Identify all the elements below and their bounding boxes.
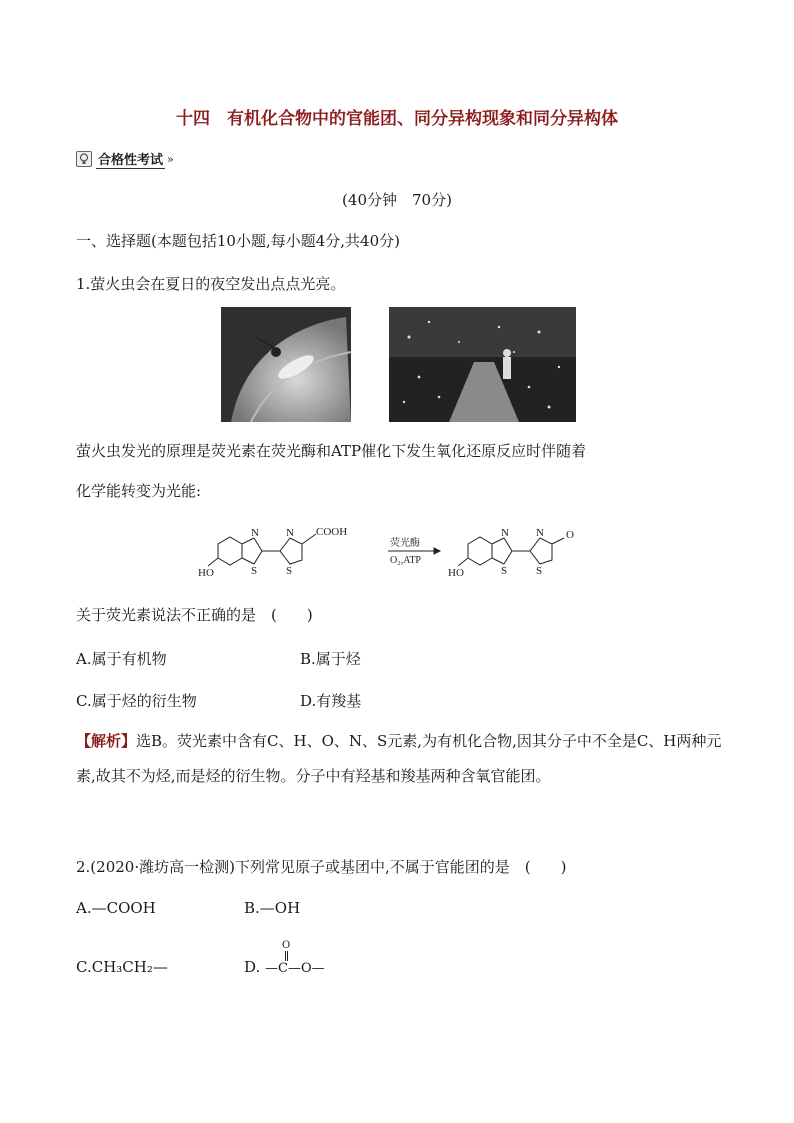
q1-question: 关于荧光素说法不正确的是 ( ): [76, 606, 313, 624]
test-meta: (40分钟 70分): [342, 191, 452, 209]
ho-left: HO: [198, 567, 214, 579]
q2-option-d[interactable]: [244, 940, 325, 976]
section-tag: [76, 150, 174, 168]
arrow-under-label: O₂,ATP: [390, 555, 421, 566]
ester-chain: —C—O—: [265, 961, 325, 976]
q2-option-d-prefix: D.: [244, 958, 261, 976]
double-bond-line: [285, 951, 286, 961]
cooh-group: COOH: [316, 526, 348, 538]
s-left-2: S: [286, 565, 293, 577]
page-title: 十四 有机化合物中的官能团、同分异构现象和同分异构体: [176, 109, 618, 129]
q2-option-c[interactable]: C.CH₃CH₂—: [76, 958, 168, 976]
q1-stem: 1.萤火虫会在夏日的夜空发出点点光亮。: [76, 275, 346, 293]
double-bond-line-2: [287, 951, 288, 961]
q1-option-a[interactable]: A.属于有机物: [76, 650, 167, 668]
q1-option-b[interactable]: B.属于烃: [300, 650, 361, 668]
q2-option-b[interactable]: B.—OH: [244, 899, 301, 917]
n-right-2: N: [536, 527, 544, 539]
s-left-1: S: [251, 565, 258, 577]
tag-arrow-icon: »: [167, 152, 174, 166]
firefly-photo: [221, 307, 351, 422]
n-left-1: N: [251, 527, 259, 539]
tag-label: 合格性考试: [96, 149, 165, 169]
s-right-2: S: [536, 565, 543, 577]
n-left-2: N: [286, 527, 294, 539]
reaction-scheme: [198, 524, 598, 584]
ho-right: HO: [448, 567, 464, 579]
q2-stem: 2.(2020·潍坊高一检测)下列常见原子或基团中,不属于官能团的是 ( ): [76, 858, 567, 876]
s-right-1: S: [501, 565, 508, 577]
ester-structure: [265, 940, 325, 976]
section-heading: 一、选择题(本题包括10小题,每小题4分,共40分): [76, 232, 400, 250]
ester-oxygen: O: [282, 940, 291, 951]
q1-analysis: [76, 724, 726, 794]
arrow-over-label: 荧光酶: [390, 538, 420, 549]
q1-option-c[interactable]: C.属于烃的衍生物: [76, 692, 197, 710]
lightbulb-icon: [76, 151, 92, 167]
q1-text-line2: 化学能转变为光能:: [76, 482, 202, 500]
fireflies-night-photo: [389, 307, 576, 422]
q1-text-line1: 萤火虫发光的原理是荧光素在荧光酶和ATP催化下发生氧化还原反应时伴随着: [76, 442, 587, 460]
n-right-1: N: [501, 527, 509, 539]
q2-option-a[interactable]: A.—COOH: [76, 899, 156, 917]
analysis-text: 选B。荧光素中含有C、H、O、N、S元素,为有机化合物,因其分子中不全是C、H两种元素,故其不为烃,而是烃的衍生物。分子中有羟基和羧基两种含氧官能团。: [76, 732, 722, 785]
analysis-label: 【解析】: [76, 732, 137, 750]
o-right: O: [566, 529, 574, 541]
q1-option-d[interactable]: D.有羧基: [300, 692, 362, 710]
